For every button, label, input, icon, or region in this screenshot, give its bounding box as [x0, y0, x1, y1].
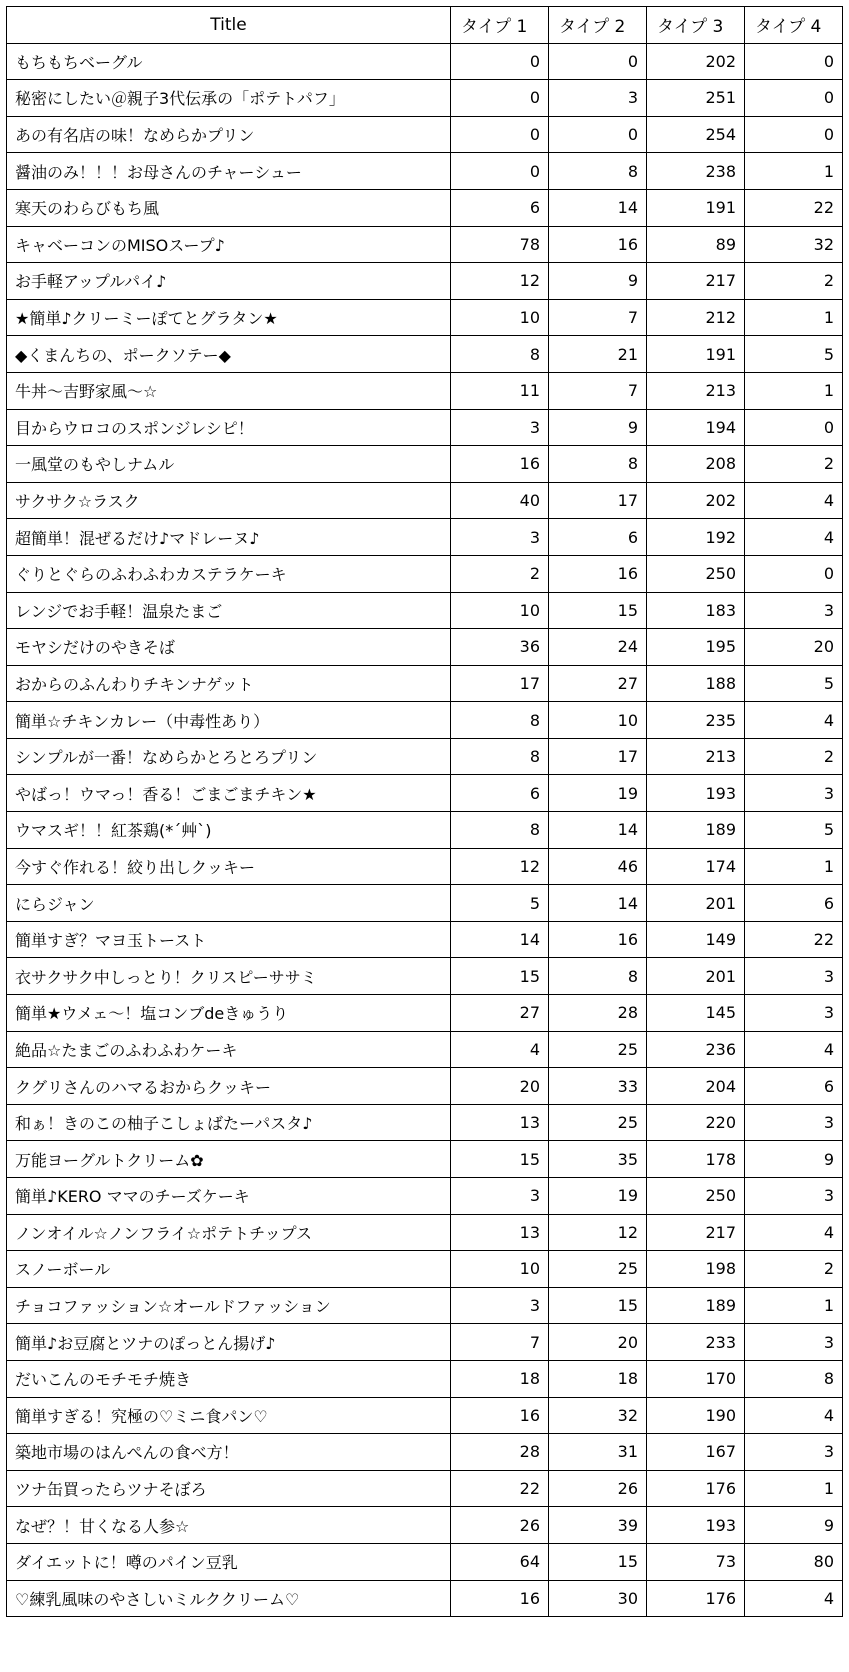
cell-type-2: 17 [549, 482, 647, 519]
table-row [7, 592, 843, 629]
table-row [7, 1214, 843, 1251]
cell-type-2: 24 [549, 629, 647, 666]
cell-title: 醤油のみ！！！お母さんのチャーシュー [7, 153, 451, 190]
cell-type-4: 6 [745, 1068, 843, 1105]
cell-title: おからのふんわりチキンナゲット [7, 665, 451, 702]
cell-type-2: 15 [549, 1543, 647, 1580]
cell-type-3: 73 [647, 1543, 745, 1580]
cell-type-1: 27 [451, 995, 549, 1032]
cell-type-1: 18 [451, 1360, 549, 1397]
cell-type-2: 21 [549, 336, 647, 373]
cell-type-2: 7 [549, 299, 647, 336]
cell-type-2: 25 [549, 1104, 647, 1141]
table-row [7, 1031, 843, 1068]
cell-type-2: 25 [549, 1251, 647, 1288]
cell-title: 衣サクサク中しっとり！クリスピーササミ [7, 958, 451, 995]
cell-type-2: 14 [549, 812, 647, 849]
header-type-3: タイプ 3 [647, 7, 745, 44]
cell-type-2: 9 [549, 409, 647, 446]
cell-type-2: 39 [549, 1507, 647, 1544]
cell-type-2: 35 [549, 1141, 647, 1178]
table-row [7, 153, 843, 190]
table-row [7, 372, 843, 409]
table-row [7, 1580, 843, 1617]
cell-type-1: 22 [451, 1470, 549, 1507]
cell-type-2: 20 [549, 1324, 647, 1361]
cell-type-1: 28 [451, 1434, 549, 1471]
table-row [7, 1251, 843, 1288]
cell-type-4: 9 [745, 1141, 843, 1178]
cell-type-4: 0 [745, 409, 843, 446]
cell-type-4: 3 [745, 958, 843, 995]
cell-type-3: 183 [647, 592, 745, 629]
table-row [7, 226, 843, 263]
cell-type-3: 174 [647, 848, 745, 885]
cell-type-2: 33 [549, 1068, 647, 1105]
cell-type-4: 32 [745, 226, 843, 263]
cell-type-3: 201 [647, 958, 745, 995]
cell-type-4: 22 [745, 189, 843, 226]
cell-type-2: 8 [549, 446, 647, 483]
cell-title: あの有名店の味！なめらかプリン [7, 116, 451, 153]
cell-title: ぐりとぐらのふわふわカステラケーキ [7, 555, 451, 592]
cell-type-1: 0 [451, 43, 549, 80]
cell-type-1: 8 [451, 336, 549, 373]
table-row [7, 629, 843, 666]
cell-type-4: 2 [745, 1251, 843, 1288]
cell-type-2: 18 [549, 1360, 647, 1397]
cell-type-2: 14 [549, 189, 647, 226]
cell-type-2: 8 [549, 153, 647, 190]
cell-type-1: 17 [451, 665, 549, 702]
cell-title: 目からウロコのスポンジレシピ！ [7, 409, 451, 446]
cell-type-2: 16 [549, 555, 647, 592]
table-row [7, 1543, 843, 1580]
table-row [7, 1141, 843, 1178]
cell-type-1: 7 [451, 1324, 549, 1361]
table-row [7, 116, 843, 153]
table-row [7, 1104, 843, 1141]
cell-title: 秘密にしたい＠親子3代伝承の「ポテトパフ」 [7, 80, 451, 117]
table-row [7, 299, 843, 336]
cell-title: ダイエットに！噂のパイン豆乳 [7, 1543, 451, 1580]
cell-type-3: 201 [647, 885, 745, 922]
table-row [7, 80, 843, 117]
cell-title: 寒天のわらびもち風 [7, 189, 451, 226]
table-row [7, 1397, 843, 1434]
cell-type-1: 3 [451, 1287, 549, 1324]
cell-type-3: 176 [647, 1470, 745, 1507]
table-row [7, 189, 843, 226]
recipe-table [6, 6, 843, 1617]
cell-type-4: 2 [745, 446, 843, 483]
cell-type-1: 6 [451, 775, 549, 812]
cell-type-2: 32 [549, 1397, 647, 1434]
cell-title: スノーボール [7, 1251, 451, 1288]
cell-type-1: 36 [451, 629, 549, 666]
cell-title: 簡単♪KERO ママのチーズケーキ [7, 1178, 451, 1215]
cell-type-4: 5 [745, 336, 843, 373]
cell-type-3: 217 [647, 1214, 745, 1251]
cell-type-1: 10 [451, 592, 549, 629]
cell-type-2: 6 [549, 519, 647, 556]
table-row [7, 1434, 843, 1471]
cell-type-1: 15 [451, 958, 549, 995]
cell-type-3: 238 [647, 153, 745, 190]
table-row [7, 995, 843, 1032]
cell-type-3: 217 [647, 263, 745, 300]
cell-title: シンプルが一番！なめらかとろとろプリン [7, 738, 451, 775]
cell-type-4: 8 [745, 1360, 843, 1397]
cell-type-1: 16 [451, 1580, 549, 1617]
cell-type-4: 3 [745, 1104, 843, 1141]
cell-type-3: 235 [647, 702, 745, 739]
cell-type-3: 195 [647, 629, 745, 666]
header-type-4: タイプ 4 [745, 7, 843, 44]
header-type-1: タイプ 1 [451, 7, 549, 44]
cell-type-4: 3 [745, 1434, 843, 1471]
cell-title: 簡単すぎ？マヨ玉トースト [7, 921, 451, 958]
cell-type-1: 15 [451, 1141, 549, 1178]
cell-type-3: 167 [647, 1434, 745, 1471]
cell-type-1: 16 [451, 446, 549, 483]
cell-type-1: 40 [451, 482, 549, 519]
cell-type-3: 189 [647, 1287, 745, 1324]
header-title: Title [7, 7, 451, 44]
cell-type-3: 208 [647, 446, 745, 483]
cell-type-4: 4 [745, 1214, 843, 1251]
cell-type-3: 188 [647, 665, 745, 702]
cell-type-2: 27 [549, 665, 647, 702]
cell-type-4: 0 [745, 116, 843, 153]
cell-type-2: 25 [549, 1031, 647, 1068]
cell-title: ♡練乳風味のやさしいミルククリーム♡ [7, 1580, 451, 1617]
cell-type-3: 190 [647, 1397, 745, 1434]
cell-type-4: 5 [745, 812, 843, 849]
cell-type-3: 251 [647, 80, 745, 117]
table-row [7, 336, 843, 373]
cell-type-4: 1 [745, 372, 843, 409]
cell-type-1: 12 [451, 263, 549, 300]
cell-type-3: 250 [647, 555, 745, 592]
cell-type-3: 191 [647, 336, 745, 373]
cell-type-1: 13 [451, 1104, 549, 1141]
cell-title: やばっ！ウマっ！香る！ごまごまチキン★ [7, 775, 451, 812]
table-body [7, 43, 843, 1617]
table-row [7, 409, 843, 446]
cell-type-4: 3 [745, 592, 843, 629]
cell-type-4: 4 [745, 1580, 843, 1617]
cell-type-2: 0 [549, 43, 647, 80]
cell-type-2: 26 [549, 1470, 647, 1507]
cell-type-1: 20 [451, 1068, 549, 1105]
cell-type-1: 5 [451, 885, 549, 922]
cell-type-3: 236 [647, 1031, 745, 1068]
cell-type-3: 250 [647, 1178, 745, 1215]
cell-type-3: 202 [647, 482, 745, 519]
cell-type-2: 12 [549, 1214, 647, 1251]
cell-type-2: 7 [549, 372, 647, 409]
cell-title: ノンオイル☆ノンフライ☆ポテトチップス [7, 1214, 451, 1251]
cell-type-3: 89 [647, 226, 745, 263]
cell-type-2: 19 [549, 775, 647, 812]
cell-type-3: 149 [647, 921, 745, 958]
cell-title: キャベーコンのMISOスープ♪ [7, 226, 451, 263]
cell-type-1: 0 [451, 80, 549, 117]
table-row [7, 446, 843, 483]
table-row [7, 1360, 843, 1397]
cell-type-4: 0 [745, 80, 843, 117]
cell-type-1: 8 [451, 702, 549, 739]
cell-type-3: 254 [647, 116, 745, 153]
cell-type-1: 11 [451, 372, 549, 409]
cell-type-1: 14 [451, 921, 549, 958]
header-type-2: タイプ 2 [549, 7, 647, 44]
cell-type-2: 17 [549, 738, 647, 775]
cell-type-4: 1 [745, 153, 843, 190]
cell-title: 築地市場のはんぺんの食べ方！ [7, 1434, 451, 1471]
cell-type-4: 3 [745, 995, 843, 1032]
cell-title: もちもちベーグル [7, 43, 451, 80]
cell-title: 牛丼～吉野家風～☆ [7, 372, 451, 409]
cell-type-4: 4 [745, 482, 843, 519]
cell-type-2: 16 [549, 226, 647, 263]
cell-title: ウマスギ！！紅茶鶏(*´艸`) [7, 812, 451, 849]
cell-type-3: 220 [647, 1104, 745, 1141]
cell-type-2: 14 [549, 885, 647, 922]
table-row [7, 1507, 843, 1544]
cell-title: レンジでお手軽！温泉たまご [7, 592, 451, 629]
table-row [7, 848, 843, 885]
cell-type-4: 6 [745, 885, 843, 922]
cell-type-1: 16 [451, 1397, 549, 1434]
cell-type-3: 204 [647, 1068, 745, 1105]
cell-type-1: 4 [451, 1031, 549, 1068]
cell-type-2: 30 [549, 1580, 647, 1617]
cell-type-1: 64 [451, 1543, 549, 1580]
cell-type-2: 10 [549, 702, 647, 739]
table-row [7, 702, 843, 739]
cell-type-2: 15 [549, 1287, 647, 1324]
cell-title: ツナ缶買ったらツナそぼろ [7, 1470, 451, 1507]
cell-type-4: 1 [745, 848, 843, 885]
cell-title: 万能ヨーグルトクリーム✿ [7, 1141, 451, 1178]
cell-type-4: 22 [745, 921, 843, 958]
cell-type-3: 233 [647, 1324, 745, 1361]
cell-type-1: 26 [451, 1507, 549, 1544]
cell-type-4: 2 [745, 263, 843, 300]
cell-title: だいこんのモチモチ焼き [7, 1360, 451, 1397]
cell-type-4: 9 [745, 1507, 843, 1544]
table-row [7, 958, 843, 995]
cell-type-2: 3 [549, 80, 647, 117]
cell-title: 和ぁ！きのこの柚子こしょばたーパスタ♪ [7, 1104, 451, 1141]
cell-type-3: 191 [647, 189, 745, 226]
cell-title: 簡単すぎる！究極の♡ミニ食パン♡ [7, 1397, 451, 1434]
cell-type-3: 202 [647, 43, 745, 80]
cell-type-4: 2 [745, 738, 843, 775]
cell-title: にらジャン [7, 885, 451, 922]
cell-type-2: 19 [549, 1178, 647, 1215]
table-row [7, 885, 843, 922]
cell-type-4: 1 [745, 299, 843, 336]
cell-type-4: 0 [745, 43, 843, 80]
cell-type-1: 8 [451, 812, 549, 849]
table-row [7, 665, 843, 702]
table-row [7, 1324, 843, 1361]
cell-type-1: 10 [451, 1251, 549, 1288]
cell-type-1: 3 [451, 519, 549, 556]
cell-type-1: 10 [451, 299, 549, 336]
cell-type-2: 31 [549, 1434, 647, 1471]
cell-type-4: 3 [745, 1324, 843, 1361]
cell-type-1: 8 [451, 738, 549, 775]
cell-type-1: 13 [451, 1214, 549, 1251]
cell-type-3: 194 [647, 409, 745, 446]
table-row [7, 1178, 843, 1215]
cell-title: 今すぐ作れる！絞り出しクッキー [7, 848, 451, 885]
cell-title: 一風堂のもやしナムル [7, 446, 451, 483]
table-row [7, 482, 843, 519]
cell-type-1: 3 [451, 409, 549, 446]
cell-type-3: 145 [647, 995, 745, 1032]
cell-type-2: 8 [549, 958, 647, 995]
cell-type-1: 2 [451, 555, 549, 592]
cell-title: モヤシだけのやきそば [7, 629, 451, 666]
table-row [7, 921, 843, 958]
cell-title: 超簡単！混ぜるだけ♪マドレーヌ♪ [7, 519, 451, 556]
cell-type-1: 12 [451, 848, 549, 885]
cell-type-1: 3 [451, 1178, 549, 1215]
cell-type-1: 6 [451, 189, 549, 226]
cell-type-4: 4 [745, 1031, 843, 1068]
cell-title: 絶品☆たまごのふわふわケーキ [7, 1031, 451, 1068]
table-row [7, 1287, 843, 1324]
cell-type-3: 189 [647, 812, 745, 849]
cell-title: なぜ？！甘くなる人参☆ [7, 1507, 451, 1544]
cell-type-4: 3 [745, 775, 843, 812]
cell-type-3: 178 [647, 1141, 745, 1178]
cell-type-4: 1 [745, 1470, 843, 1507]
cell-title: チョコファッション☆オールドファッション [7, 1287, 451, 1324]
cell-type-3: 212 [647, 299, 745, 336]
cell-type-2: 28 [549, 995, 647, 1032]
table-row [7, 1068, 843, 1105]
cell-title: ◆くまんちの、ポークソテー◆ [7, 336, 451, 373]
cell-type-4: 0 [745, 555, 843, 592]
cell-type-4: 4 [745, 1397, 843, 1434]
cell-type-2: 16 [549, 921, 647, 958]
cell-type-4: 4 [745, 702, 843, 739]
table-row [7, 263, 843, 300]
cell-type-3: 170 [647, 1360, 745, 1397]
cell-type-1: 78 [451, 226, 549, 263]
cell-title: 簡単☆チキンカレー（中毒性あり） [7, 702, 451, 739]
cell-type-4: 4 [745, 519, 843, 556]
table-row [7, 519, 843, 556]
cell-title: サクサク☆ラスク [7, 482, 451, 519]
cell-type-2: 46 [549, 848, 647, 885]
cell-type-3: 192 [647, 519, 745, 556]
header-row [7, 7, 843, 44]
cell-type-3: 213 [647, 738, 745, 775]
cell-type-2: 15 [549, 592, 647, 629]
cell-type-3: 176 [647, 1580, 745, 1617]
cell-title: 簡単♪お豆腐とツナのぽっとん揚げ♪ [7, 1324, 451, 1361]
cell-type-2: 9 [549, 263, 647, 300]
cell-type-1: 0 [451, 116, 549, 153]
cell-type-2: 0 [549, 116, 647, 153]
table-row [7, 43, 843, 80]
table-row [7, 738, 843, 775]
cell-type-1: 0 [451, 153, 549, 190]
cell-type-4: 80 [745, 1543, 843, 1580]
cell-title: クグリさんのハマるおからクッキー [7, 1068, 451, 1105]
table-row [7, 555, 843, 592]
cell-title: ★簡単♪クリーミーぽてとグラタン★ [7, 299, 451, 336]
cell-title: 簡単★ウメェ～！塩コンブdeきゅうり [7, 995, 451, 1032]
cell-type-3: 193 [647, 775, 745, 812]
cell-type-3: 198 [647, 1251, 745, 1288]
table-row [7, 1470, 843, 1507]
cell-type-4: 20 [745, 629, 843, 666]
cell-type-4: 1 [745, 1287, 843, 1324]
table-row [7, 775, 843, 812]
table-row [7, 812, 843, 849]
cell-type-3: 213 [647, 372, 745, 409]
cell-type-4: 5 [745, 665, 843, 702]
cell-type-3: 193 [647, 1507, 745, 1544]
cell-type-4: 3 [745, 1178, 843, 1215]
cell-title: お手軽アップルパイ♪ [7, 263, 451, 300]
